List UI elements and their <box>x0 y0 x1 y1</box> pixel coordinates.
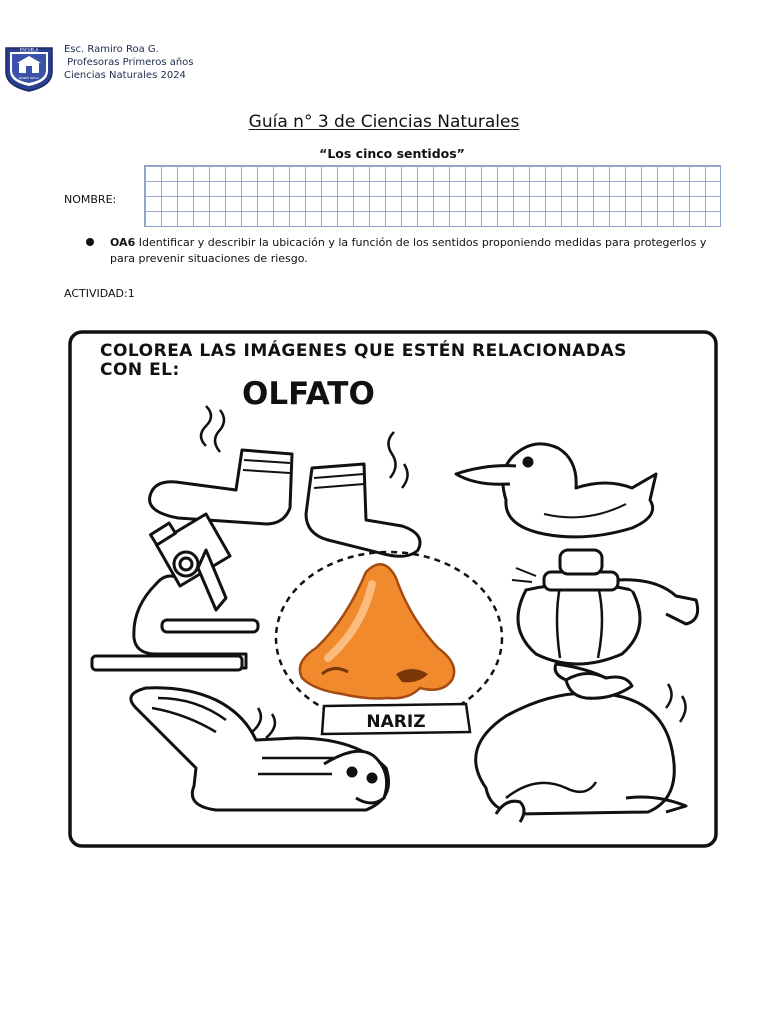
logo-top-text: ESCUELA <box>19 47 39 53</box>
school-header <box>64 43 194 82</box>
learning-objective <box>110 235 725 267</box>
bullet-icon <box>86 238 94 246</box>
objective-text: Identificar y describir la ubicación y la función de los sentidos proponiendo medidas para protegerlos y para prevenir situaciones de riesgo. <box>110 236 707 265</box>
objective-code: OA6 <box>110 236 136 249</box>
coloring-worksheet <box>66 328 722 850</box>
subject-year: Ciencias Naturales 2024 <box>64 70 186 81</box>
instruction-line-1: COLOREA LAS IMÁGENES QUE ESTÉN RELACIONADAS <box>100 341 627 361</box>
teachers-line: Profesoras Primeros años <box>64 57 194 68</box>
school-logo <box>2 42 56 92</box>
document-subtitle: “Los cinco sentidos” <box>319 146 465 161</box>
name-writing-grid[interactable] <box>144 165 721 227</box>
name-label: NOMBRE: <box>64 193 117 206</box>
nose-label: NARIZ <box>366 712 426 732</box>
school-name: Esc. Ramiro Roa G. <box>64 44 159 55</box>
instruction-line-2: CON EL: <box>100 360 180 380</box>
document-title: Guía n° 3 de Ciencias Naturales <box>248 112 520 132</box>
logo-bottom-text: RAMIRO ROA G. <box>18 77 40 80</box>
sense-title: OLFATO <box>242 376 375 412</box>
activity-label: ACTIVIDAD:1 <box>64 287 135 300</box>
nose-label-tag <box>322 704 470 734</box>
